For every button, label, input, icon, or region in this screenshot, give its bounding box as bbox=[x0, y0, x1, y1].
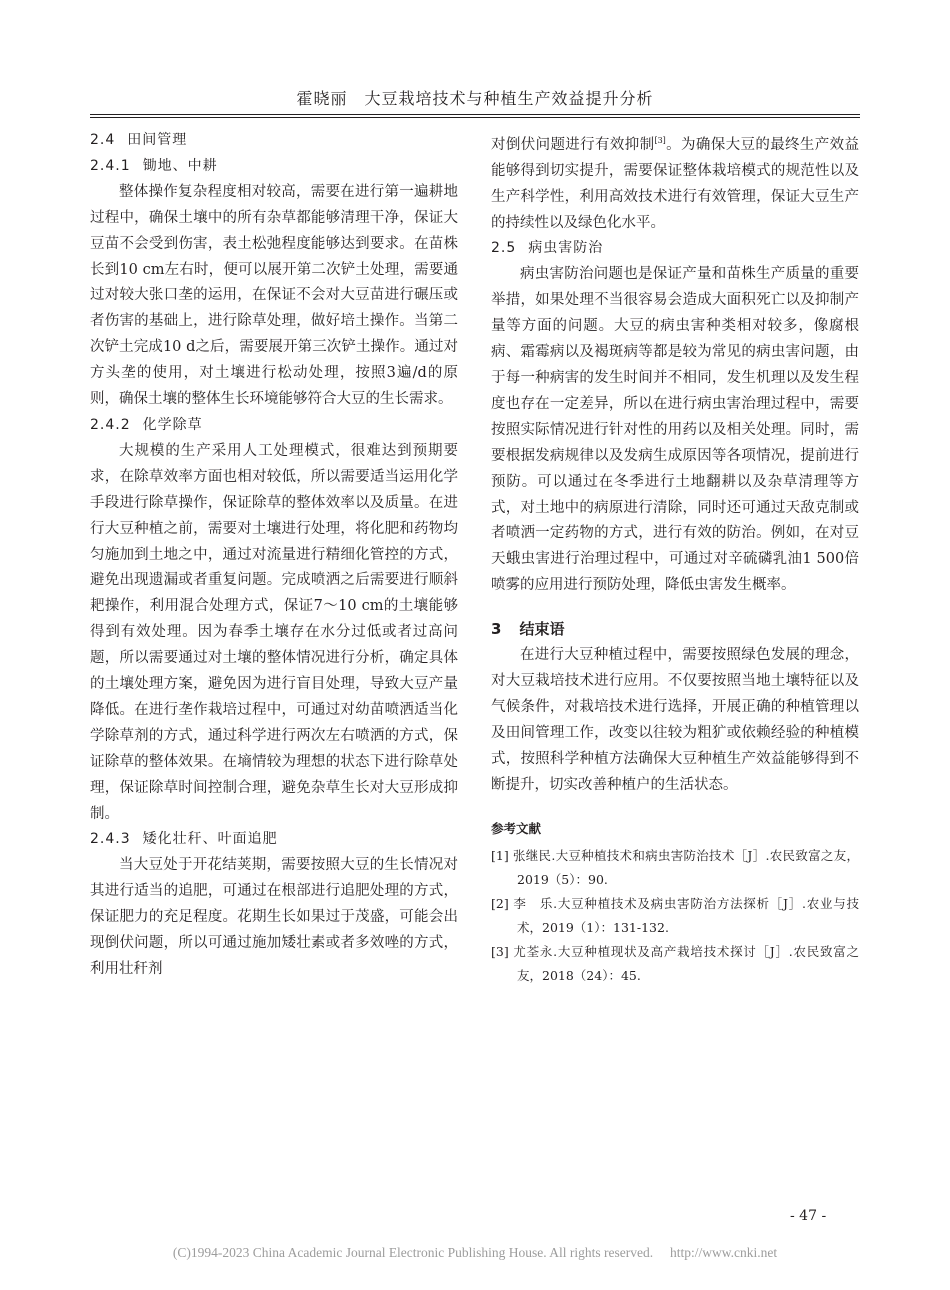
paragraph-text: 。为确保大豆的最终生产效益能够得到切实提升，需要保证整体栽培模式的规范性以及生产科学性，利用高效技术进行有效管理，保证大豆生产的持续性以及绿色化水平。 bbox=[491, 136, 860, 231]
paragraph-2-4-1: 整体操作复杂程度相对较高，需要在进行第一遍耕地过程中，确保土壤中的所有杂草都能够清理干净，保证大豆苗不会受到伤害，表土松弛程度能够达到要求。在苗株长到10 cm左右时，便可以展开第二次铲土处理，需要通过对较大张口垄的运用，在保证不会对大豆苗进行碾压或者伤害的基础上，进行除草处理，做好培土操作。当第二次铲土完成10 d之后，需要展开第三次铲土操作。通过对方头垄的使用，对土壤进行松动处理，按照3遍/d的原则，确保土壤的整体生长环境能够符合大豆的生长需求。 bbox=[90, 183, 458, 408]
section-number: 3 bbox=[491, 620, 502, 639]
reference-item: [1] 张继民.大豆种植技术和病虫害防治技术［J］.农民致富之友，2019（5）：90. bbox=[491, 848, 859, 888]
section-number: 2.4.2 bbox=[90, 416, 131, 433]
paragraph-2-4-2: 大规模的生产采用人工处理模式，很难达到预期要求，在除草效率方面也相对较低，所以需要适当运用化学手段进行除草操作，保证除草的整体效率以及质量。在进行大豆种植之前，需要对土壤进行处理，将化肥和药物均匀施加到土地之中，通过对流量进行精细化管控的方式，避免出现遗漏或者重复问题。完成喷洒之后需要进行顺斜耙操作，利用混合处理方式，保证7～10 cm的土壤能够得到有效处理。因为春季土壤存在水分过低或者过高问题，所以需要通过对土壤的整体情况进行分析，确定具体的土壤处理方案，避免因为进行盲目处理，导致大豆产量降低。在进行垄作栽培过程中，可通过对幼苗喷洒适当化学除草剂的方式，通过科学进行两次左右喷洒的方式，保证除草的整体效果。在墒情较为理想的状态下进行除草处理，保证除草时间控制合理，避免杂草生长对大豆形成抑制。 bbox=[90, 442, 458, 822]
section-title: 病虫害防治 bbox=[528, 240, 604, 257]
section-heading-2-4-3 bbox=[90, 827, 458, 853]
right-column bbox=[491, 128, 859, 988]
section-title: 化学除草 bbox=[142, 416, 203, 433]
paragraph-continued bbox=[491, 128, 859, 236]
header-rule-double bbox=[90, 117, 860, 118]
section-heading-3 bbox=[491, 617, 859, 643]
section-title: 结束语 bbox=[519, 620, 565, 639]
reference-item: [3] 尤荃永.大豆种植现状及高产栽培技术探讨［J］.农民致富之友，2018（24）：45. bbox=[491, 944, 859, 984]
paragraph-2-4-3: 当大豆处于开花结荚期，需要按照大豆的生长情况对其进行适当的追肥，可通过在根部进行追肥处理的方式，保证肥力的充足程度。花期生长如果过于茂盛，可能会出现倒伏问题，所以可通过施加矮壮素或者多效唑的方式，利用壮秆剂 bbox=[90, 857, 458, 977]
paragraph-text: 对倒伏问题进行有效抑制 bbox=[491, 136, 655, 153]
section-heading-2-4-1 bbox=[90, 154, 458, 180]
page-number: - 47 - bbox=[790, 1208, 827, 1224]
section-title: 田间管理 bbox=[127, 132, 188, 148]
running-header: 霍晓丽 大豆栽培技术与种植生产效益提升分析 bbox=[296, 89, 654, 108]
section-number: 2.4.3 bbox=[90, 831, 131, 848]
paragraph-conclusion: 在进行大豆种植过程中，需要按照绿色发展的理念，对大豆栽培技术进行应用。不仅要按照当地土壤特征以及气候条件，对栽培技术进行选择，开展正确的种植管理以及田间管理工作，改变以往较为粗犷或依赖经验的种植模式，按照科学种植方法确保大豆种植生产效益能够得到不断提升，切实改善种植户的生活状态。 bbox=[491, 647, 859, 793]
section-heading-2-5 bbox=[491, 236, 859, 262]
section-title: 矮化壮秆、叶面追肥 bbox=[142, 831, 278, 848]
section-number: 2.5 bbox=[491, 240, 517, 257]
section-title: 锄地、中耕 bbox=[142, 157, 218, 174]
paragraph-2-5: 病虫害防治问题也是保证产量和苗株生产质量的重要举措，如果处理不当很容易会造成大面积死亡以及抑制产量等方面的问题。大豆的病虫害种类相对较多，像腐根病、霜霉病以及褐斑病等都是较为常见的病虫害问题，由于每一种病害的发生时间并不相同，发生机理以及发生程度也存在一定差异，所以在进行病虫害治理过程中，需要按照实际情况进行针对性的用药以及相关处理。同时，需要根据发病规律以及发病生成原因等各项情况，提前进行预防。可以通过在冬季进行土地翻耕以及杂草清理等方式，对土地中的病原进行清除，同时还可通过天敌克制或者喷洒一定药物的方式，进行有效的防治。例如，在对豆天蛾虫害进行治理过程中，可通过对辛硫磷乳油1 500倍喷雾的应用进行预防处理，降低虫害发生概率。 bbox=[491, 266, 859, 594]
left-column bbox=[90, 128, 458, 983]
citation-marker: [3] bbox=[654, 136, 666, 145]
reference-item: [2] 李 乐.大豆种植技术及病虫害防治方法探析［J］.农业与技术，2019（1）：131-132. bbox=[491, 896, 859, 936]
references-title: 参考文献 bbox=[491, 821, 542, 837]
section-number: 2.4 bbox=[90, 132, 116, 148]
section-number: 2.4.1 bbox=[90, 157, 131, 174]
section-heading-2-4 bbox=[90, 128, 458, 154]
copyright-footer: (C)1994-2023 China Academic Journal Electronic Publishing House. All rights reserved. http://www.cnki.net bbox=[172, 1245, 778, 1260]
header-rule bbox=[90, 114, 860, 115]
section-heading-2-4-2 bbox=[90, 413, 458, 439]
